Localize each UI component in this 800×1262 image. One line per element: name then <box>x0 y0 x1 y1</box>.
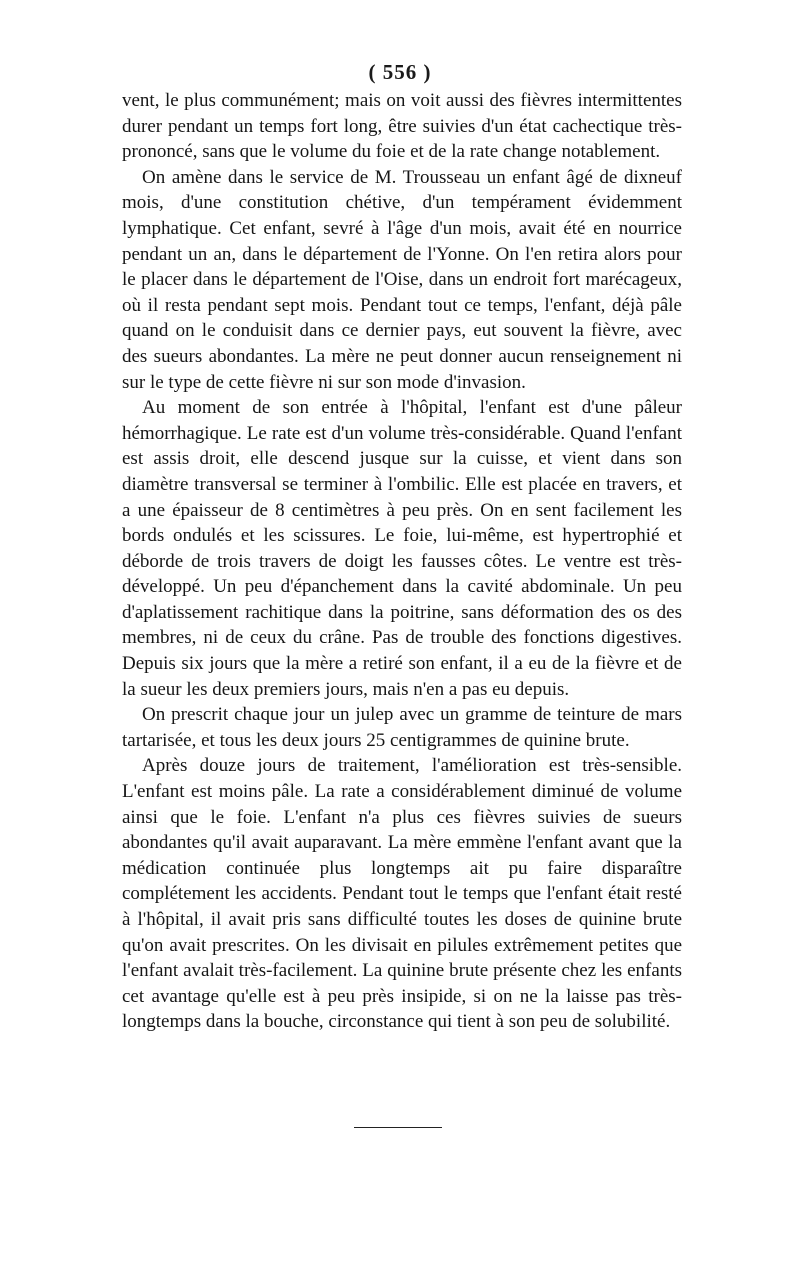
paragraph-prescription: On prescrit chaque jour un julep avec un gramme de teinture de mars tartarisée, et tous les deux jours 25 centigrammes de quinine brute. <box>122 704 682 751</box>
end-rule-divider <box>354 1127 442 1128</box>
paragraph-continuation: vent, le plus communément; mais on voit aussi des fièvres intermittentes durer pendant un temps fort long, être suivies d'un état cachectique très-prononcé, sans que le volume du foie et de la rate change notablement. <box>122 90 682 163</box>
page-number: ( 556 ) <box>368 60 432 84</box>
paragraph-admission-exam: Au moment de son entrée à l'hôpital, l'enfant est d'une pâleur hémorrhagique. Le rate est d'un volume très-considérable. Quand l'enfant est assis droit, elle descend jusque sur la cuisse, et vient dans son diamètre transversal se terminer à l'ombilic. Elle est placée en travers, et a une épaisseur de 8 centimètres à peu près. On en sent facilement les bords ondulés et les scissures. Le foie, lui-même, est hypertrophié et déborde de trois travers de doigt les fausses côtes. Le ventre est très-développé. Un peu d'épanchement dans la cavité abdominale. Un peu d'aplatissement rachitique dans la poitrine, sans déformation des os des membres, ni de ceux du crâne. Pas de trouble des fonctions digestives. Depuis six jours que la mère a retiré son enfant, il a eu de la fièvre et de la sueur les deux premiers jours, mais n'en a pas eu depuis. <box>122 397 682 700</box>
body-text <box>122 88 682 1035</box>
paragraph-outcome: Après douze jours de traitement, l'amélioration est très-sensible. L'enfant est moins pâle. La rate a considérablement diminué de volume ainsi que le foie. L'enfant n'a plus ces fièvres suivies de sueurs abondantes qu'il avait auparavant. La mère emmène l'enfant avant que la médication continuée plus longtemps ait pu faire disparaître complétement les accidents. Pendant tout le temps que l'enfant était resté à l'hôpital, il avait pris sans difficulté toutes les doses de quinine brute qu'on avait prescrites. On les divisait en pilules extrêmement petites que l'enfant avalait très-facilement. La quinine brute présente chez les enfants cet avantage qu'elle est à peu près insipide, si on ne la laisse pas très-longtemps dans la bouche, circonstance qui tient à son peu de solubilité. <box>122 755 682 1033</box>
paragraph-case-history: On amène dans le service de M. Trousseau un enfant âgé de dixneuf mois, d'une constitution chétive, d'un tempérament évidemment lymphatique. Cet enfant, sevré à l'âge d'un mois, avait été en nourrice pendant un an, dans le département de l'Yonne. On l'en retira alors pour le placer dans le département de l'Oise, dans un endroit fort marécageux, où il resta pendant sept mois. Pendant tout ce temps, l'enfant, déjà pâle quand on le conduisit dans ce dernier pays, eut souvent la fièvre, avec des sueurs abondantes. La mère ne peut donner aucun renseignement ni sur le type de cette fièvre ni sur son mode d'invasion. <box>122 166 682 393</box>
